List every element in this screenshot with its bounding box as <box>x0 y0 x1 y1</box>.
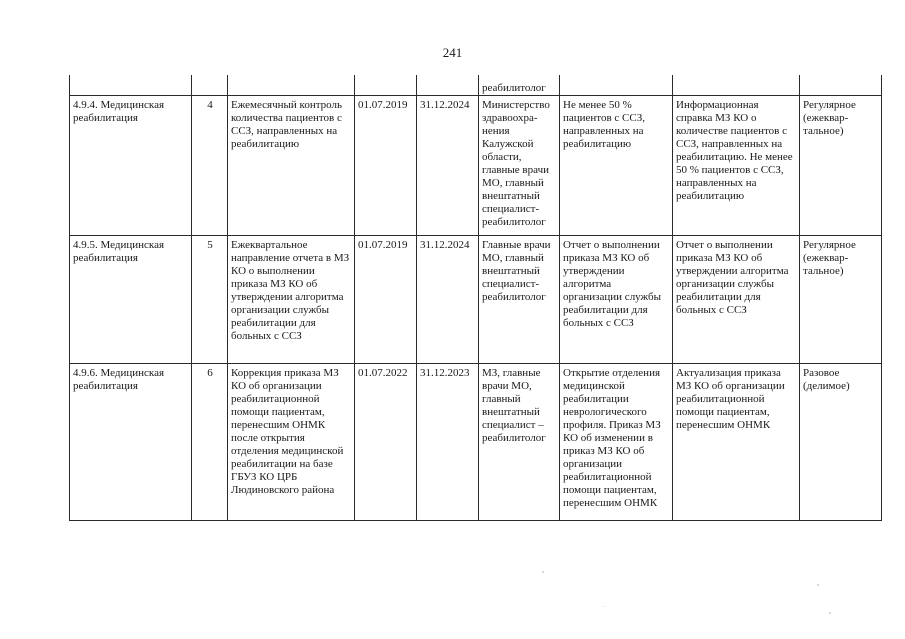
number-cell: 6 <box>192 364 228 521</box>
table-cell <box>355 75 417 96</box>
indicator-cell: Актуализация приказа МЗ КО об организации реабилитационной помощи пациентам, перенесшим ОНМК <box>673 364 800 521</box>
end-date-cell: 31.12.2023 <box>417 364 479 521</box>
end-date-cell: 31.12.2024 <box>417 96 479 236</box>
indicator-cell: Информационная справка МЗ КО о количестве пациентов с ССЗ, направленных на реабилитацию. Не менее 50 % пациентов с ССЗ, направленных на реабилитацию <box>673 96 800 236</box>
table-row <box>70 96 882 236</box>
result-cell: Открытие отделения медицинской реабилитации неврологического профиля. Приказ МЗ КО об изменении в приказ МЗ КО об организации реабилитационной помощи пациентам, перенесшим ОНМК <box>560 364 673 521</box>
action-cell: Ежеквартальное направление отчета в МЗ КО о выполнении приказа МЗ КО об утверждении алгоритма организации службы реабилитации для больных с ССЗ <box>228 236 355 364</box>
regularity-cell: Разовое (делимое) <box>800 364 882 521</box>
table-cell <box>560 75 673 96</box>
scan-speck <box>829 612 831 614</box>
scan-speck <box>817 584 819 586</box>
table-row <box>70 364 882 521</box>
scan-speck <box>603 606 604 607</box>
section-cell: 4.9.5. Медицинская реабилитация <box>70 236 192 364</box>
result-cell: Не менее 50 % пациентов с ССЗ, направленных на реабилитацию <box>560 96 673 236</box>
table-cell <box>192 75 228 96</box>
number-cell: 4 <box>192 96 228 236</box>
indicator-cell: Отчет о выполнении приказа МЗ КО об утверждении алгоритма организации службы реабилитации для больных с ССЗ <box>673 236 800 364</box>
table-cell <box>800 75 882 96</box>
table-cell <box>70 75 192 96</box>
regularity-cell: Регулярное (ежеквар-тальное) <box>800 236 882 364</box>
responsible-cell: Главные врачи МО, главный внештатный специалист-реабилитолог <box>479 236 560 364</box>
table-cell <box>417 75 479 96</box>
start-date-cell: 01.07.2022 <box>355 364 417 521</box>
responsible-cell: Министерство здравоохра-нения Калужской области, главные врачи МО, главный внештатный специалист-реабилитолог <box>479 96 560 236</box>
regularity-cell: Регулярное (ежеквар-тальное) <box>800 96 882 236</box>
section-cell: 4.9.4. Медицинская реабилитация <box>70 96 192 236</box>
result-cell: Отчет о выполнении приказа МЗ КО об утверждении алгоритма организации службы реабилитации для больных с ССЗ <box>560 236 673 364</box>
table-row-continued <box>70 75 882 96</box>
table-row <box>70 236 882 364</box>
page-number: 241 <box>442 45 463 60</box>
table-cell: реабилитолог <box>479 75 560 96</box>
action-cell: Коррекция приказа МЗ КО об организации реабилитационной помощи пациентам, перенесшим ОНМК после открытия отделения медицинской реабилитации на базе ГБУЗ КО ЦРБ Людиновского района <box>228 364 355 521</box>
responsible-cell: МЗ, главные врачи МО, главный внештатный специалист – реабилитолог <box>479 364 560 521</box>
start-date-cell: 01.07.2019 <box>355 236 417 364</box>
table-cell <box>228 75 355 96</box>
table-cell <box>673 75 800 96</box>
number-cell: 5 <box>192 236 228 364</box>
action-plan-table <box>69 75 882 521</box>
action-cell: Ежемесячный контроль количества пациентов с ССЗ, направленных на реабилитацию <box>228 96 355 236</box>
start-date-cell: 01.07.2019 <box>355 96 417 236</box>
end-date-cell: 31.12.2024 <box>417 236 479 364</box>
scan-speck <box>542 571 544 573</box>
section-cell: 4.9.6. Медицинская реабилитация <box>70 364 192 521</box>
